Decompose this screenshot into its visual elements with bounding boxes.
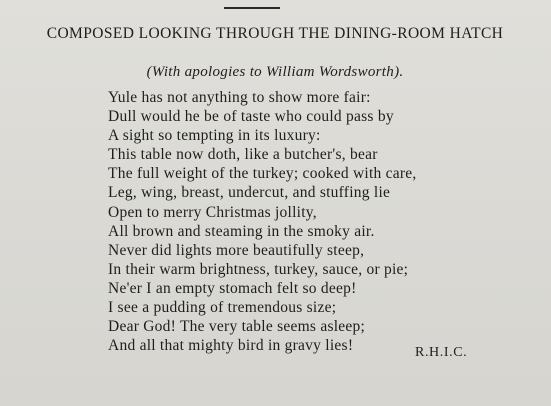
poem-line: Dear God! The very table seems asleep; — [108, 318, 366, 336]
poem-line: A sight so tempting in its luxury: — [108, 127, 321, 145]
poem-line: Leg, wing, breast, undercut, and stuffing lie — [108, 184, 391, 202]
poem-line: Never did lights more beautifully steep, — [108, 241, 365, 259]
poem-line: This table now doth, like a butcher's, bear — [108, 146, 378, 164]
poem-line: All brown and steaming in the smoky air. — [108, 222, 375, 240]
poem-line: Yule has not anything to show more fair: — [108, 89, 371, 106]
poem-line: Ne'er I an empty stomach felt so deep! — [108, 279, 357, 297]
poem-title: COMPOSED LOOKING THROUGH THE DINING-ROOM HATCH — [46, 25, 504, 42]
poem-line: I see a pudding of tremendous size; — [108, 299, 337, 317]
poem-line: In their warm brightness, turkey, sauce, or pie; — [108, 260, 409, 278]
author-initials: R.H.I.C. — [415, 345, 468, 360]
poem-line: And all that mighty bird in gravy lies! — [108, 337, 354, 355]
poem-line: Open to merry Christmas jollity, — [108, 203, 317, 221]
poem-body — [108, 88, 508, 355]
poem-line: The full weight of the turkey; cooked with care, — [108, 165, 417, 183]
poem-line: Dull would he be of taste who could pass by — [108, 108, 394, 126]
top-rule — [224, 7, 280, 9]
poem-subtitle: (With apologies to William Wordsworth). — [146, 64, 404, 80]
